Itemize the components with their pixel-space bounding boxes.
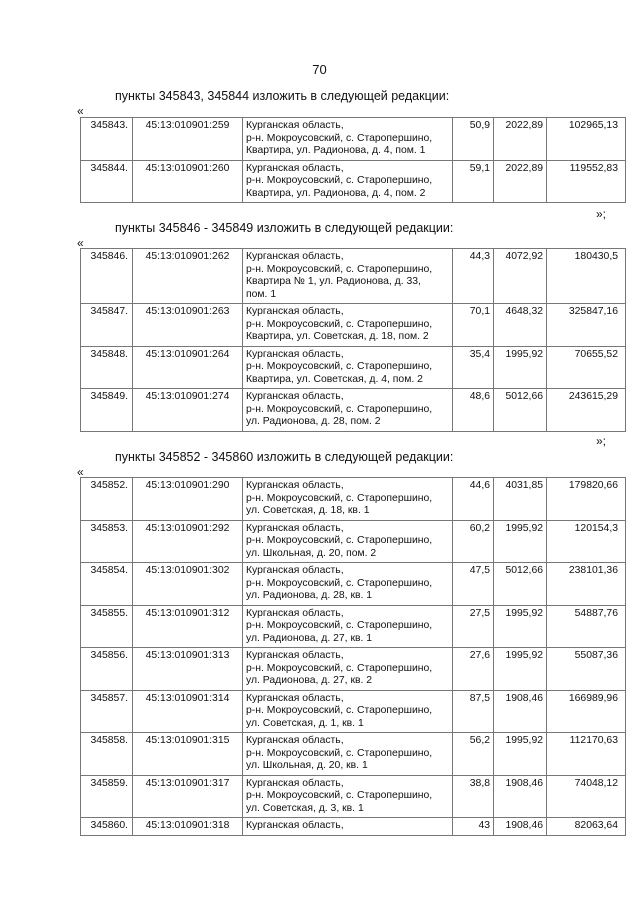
area-cell: 56,2 — [453, 733, 494, 776]
page-number: 70 — [312, 62, 327, 77]
unit-price-cell: 2022,89 — [494, 118, 547, 161]
address-line: ул. Советская, д. 18, кв. 1 — [246, 505, 370, 516]
opening-quote: « — [77, 465, 84, 479]
area-cell: 27,6 — [453, 648, 494, 691]
address-line: Квартира, ул. Радионова, д. 4, пом. 2 — [246, 187, 426, 199]
row-number: 345846. — [81, 249, 133, 304]
row-number: 345856. — [81, 648, 133, 691]
table-row — [81, 605, 626, 648]
address-cell — [243, 160, 453, 203]
closing-quote: »; — [596, 207, 607, 221]
address-cell — [243, 346, 453, 389]
cadastral-number: 45:13:010901:262 — [133, 249, 243, 304]
cadastral-number: 45:13:010901:313 — [133, 648, 243, 691]
table-row — [81, 733, 626, 776]
address-cell — [243, 605, 453, 648]
row-number: 345848. — [81, 346, 133, 389]
row-number: 345847. — [81, 304, 133, 347]
address-line: р-н. Мокроусовский, с. Староперш‌ино, — [246, 790, 433, 801]
section-intro: пункты 345843, 345844 изложить в следующей редакции: — [115, 89, 450, 103]
row-number: 345853. — [81, 520, 133, 563]
cadastral-number: 45:13:010901:260 — [133, 160, 243, 203]
cadastral-number: 45:13:010901:318 — [133, 818, 243, 836]
table-row — [81, 520, 626, 563]
unit-price-cell: 1908,46 — [494, 818, 547, 836]
table-row — [81, 775, 626, 818]
table-row — [81, 346, 626, 389]
register-table — [80, 248, 626, 432]
address-line: Курганская область, — [246, 692, 344, 704]
address-line: Курганская область, — [246, 251, 344, 262]
row-number: 345858. — [81, 733, 133, 776]
cadastral-value-cell: 74048,12 — [547, 775, 626, 818]
address-line: Курганская область, — [246, 820, 344, 831]
unit-price-cell: 1995,92 — [494, 346, 547, 389]
area-cell: 38,8 — [453, 775, 494, 818]
area-cell: 87,5 — [453, 690, 494, 733]
table-row — [81, 249, 626, 304]
address-line: ул. Радионова, д. 28, пом. 2 — [246, 416, 381, 427]
cadastral-value-cell: 70655,52 — [547, 346, 626, 389]
address-line: Курганская область, — [246, 777, 344, 789]
area-cell: 50,9 — [453, 118, 494, 161]
row-number: 345844. — [81, 160, 133, 203]
address-line: р-н. Мокроусовский, с. Староперш‌ино, — [246, 318, 433, 330]
cadastral-value-cell: 180430,5 — [547, 249, 626, 304]
address-line: ул. Советская, д. 3, кв. 1 — [246, 802, 364, 814]
address-cell — [243, 389, 453, 432]
row-number: 345855. — [81, 605, 133, 648]
address-line: Курганская область, — [246, 391, 344, 402]
address-cell — [243, 478, 453, 521]
unit-price-cell: 5012,66 — [494, 563, 547, 606]
cadastral-number: 45:13:010901:292 — [133, 520, 243, 563]
cadastral-number: 45:13:010901:263 — [133, 304, 243, 347]
table-row — [81, 563, 626, 606]
address-cell — [243, 520, 453, 563]
register-table — [80, 477, 626, 836]
area-cell: 35,4 — [453, 346, 494, 389]
row-number: 345860. — [81, 818, 133, 836]
address-cell — [243, 563, 453, 606]
cadastral-number: 45:13:010901:312 — [133, 605, 243, 648]
unit-price-cell: 1995,92 — [494, 605, 547, 648]
address-line: р-н. Мокроусовский, с. Староперш‌ино, — [246, 535, 433, 546]
area-cell: 47,5 — [453, 563, 494, 606]
row-number: 345859. — [81, 775, 133, 818]
address-line: Курганская область, — [246, 522, 344, 534]
address-cell — [243, 775, 453, 818]
address-cell — [243, 818, 453, 836]
address-line: Курганская область, — [246, 650, 344, 661]
address-line: ул. Радионова, д. 27, кв. 2 — [246, 675, 373, 686]
address-line: р-н. Мокроусовский, с. Староперш‌ино, — [246, 492, 433, 504]
address-cell — [243, 648, 453, 691]
unit-price-cell: 1908,46 — [494, 690, 547, 733]
address-cell — [243, 304, 453, 347]
closing-quote: »; — [596, 434, 607, 448]
address-line: Квартира, ул. Советская, д. 18, пом. 2 — [246, 331, 429, 342]
area-cell: 70,1 — [453, 304, 494, 347]
row-number: 345852. — [81, 478, 133, 521]
area-cell: 60,2 — [453, 520, 494, 563]
cadastral-value-cell: 55087,36 — [547, 648, 626, 691]
address-line: Курганская область, — [246, 607, 344, 619]
cadastral-value-cell: 112170,63 — [547, 733, 626, 776]
address-line: Курганская область, — [246, 162, 344, 174]
row-number: 345849. — [81, 389, 133, 432]
table-row — [81, 304, 626, 347]
row-number: 345854. — [81, 563, 133, 606]
cadastral-value-cell: 102965,13 — [547, 118, 626, 161]
address-line: Курганская область, — [246, 348, 344, 360]
unit-price-cell: 1995,92 — [494, 520, 547, 563]
address-line: р-н. Мокроусовский, с. Староперш‌ино, — [246, 620, 433, 631]
row-number: 345843. — [81, 118, 133, 161]
address-line: ул. Радионова, д. 28, кв. 1 — [246, 590, 373, 601]
address-line: р-н. Мокроусовский, с. Староперш‌ино, — [246, 263, 433, 275]
opening-quote: « — [77, 104, 84, 118]
cadastral-number: 45:13:010901:259 — [133, 118, 243, 161]
unit-price-cell: 1995,92 — [494, 733, 547, 776]
section-intro: пункты 345846 - 345849 изложить в следующей редакции: — [115, 221, 454, 235]
cadastral-number: 45:13:010901:302 — [133, 563, 243, 606]
area-cell: 43 — [453, 818, 494, 836]
address-line: р-н. Мокроусовский, с. Староперш‌ино, — [246, 175, 433, 186]
table-row — [81, 818, 626, 836]
address-line: Курганская область, — [246, 120, 344, 131]
address-line: ул. Советская, д. 1, кв. 1 — [246, 717, 364, 729]
table-row — [81, 389, 626, 432]
address-cell — [243, 733, 453, 776]
unit-price-cell: 5012,66 — [494, 389, 547, 432]
address-line: Курганская область, — [246, 306, 344, 317]
cadastral-value-cell: 166989,96 — [547, 690, 626, 733]
row-number: 345857. — [81, 690, 133, 733]
unit-price-cell: 4031,85 — [494, 478, 547, 521]
area-cell: 44,3 — [453, 249, 494, 304]
cadastral-number: 45:13:010901:314 — [133, 690, 243, 733]
table-row — [81, 648, 626, 691]
section-intro: пункты 345852 - 345860 изложить в следующей редакции: — [115, 450, 454, 464]
register-table — [80, 117, 626, 203]
cadastral-value-cell: 54887,76 — [547, 605, 626, 648]
table-row — [81, 160, 626, 203]
cadastral-number: 45:13:010901:315 — [133, 733, 243, 776]
cadastral-number: 45:13:010901:317 — [133, 775, 243, 818]
cadastral-value-cell: 238101,36 — [547, 563, 626, 606]
address-line: ул. Школьная, д. 20, пом. 2 — [246, 547, 377, 559]
unit-price-cell: 1995,92 — [494, 648, 547, 691]
address-line: Квартира, ул. Радионова, д. 4, пом. 1 — [246, 145, 426, 156]
address-line: р-н. Мокроусовский, с. Староперш‌ино, — [246, 577, 433, 589]
address-cell — [243, 118, 453, 161]
address-line: пом. 1 — [246, 288, 277, 300]
cadastral-value-cell: 325847,16 — [547, 304, 626, 347]
cadastral-number: 45:13:010901:290 — [133, 478, 243, 521]
address-line: Курганская область, — [246, 480, 344, 491]
address-line: р-н. Мокроусовский, с. Староперш‌ино, — [246, 132, 433, 144]
cadastral-value-cell: 179820,66 — [547, 478, 626, 521]
address-line: р-н. Мокроусовский, с. Староперш‌ино, — [246, 705, 433, 716]
cadastral-value-cell: 82063,64 — [547, 818, 626, 836]
address-line: р-н. Мокроусовский, с. Староперш‌ино, — [246, 662, 433, 674]
address-line: р-н. Мокроусовский, с. Староперш‌ино, — [246, 403, 433, 415]
area-cell: 59,1 — [453, 160, 494, 203]
opening-quote: « — [77, 236, 84, 250]
unit-price-cell: 2022,89 — [494, 160, 547, 203]
address-line: ул. Школьная, д. 20, кв. 1 — [246, 760, 368, 771]
cadastral-value-cell: 120154,3 — [547, 520, 626, 563]
address-line: ул. Радионова, д. 27, кв. 1 — [246, 632, 373, 644]
address-line: Квартира, ул. Советская, д. 4, пом. 2 — [246, 373, 423, 385]
cadastral-number: 45:13:010901:274 — [133, 389, 243, 432]
unit-price-cell: 1908,46 — [494, 775, 547, 818]
area-cell: 27,5 — [453, 605, 494, 648]
address-cell — [243, 249, 453, 304]
cadastral-value-cell: 243615,29 — [547, 389, 626, 432]
address-line: р-н. Мокроусовский, с. Староперш‌ино, — [246, 361, 433, 372]
cadastral-number: 45:13:010901:264 — [133, 346, 243, 389]
cadastral-value-cell: 119552,83 — [547, 160, 626, 203]
address-line: р-н. Мокроусовский, с. Староперш‌ино, — [246, 747, 433, 759]
unit-price-cell: 4072,92 — [494, 249, 547, 304]
address-line: Курганская область, — [246, 735, 344, 746]
address-line: Квартира № 1, ул. Радионова, д. 33, — [246, 276, 421, 287]
address-cell — [243, 690, 453, 733]
area-cell: 44,6 — [453, 478, 494, 521]
table-row — [81, 690, 626, 733]
address-line: Курганская область, — [246, 565, 344, 576]
unit-price-cell: 4648,32 — [494, 304, 547, 347]
table-row — [81, 118, 626, 161]
area-cell: 48,6 — [453, 389, 494, 432]
table-row — [81, 478, 626, 521]
